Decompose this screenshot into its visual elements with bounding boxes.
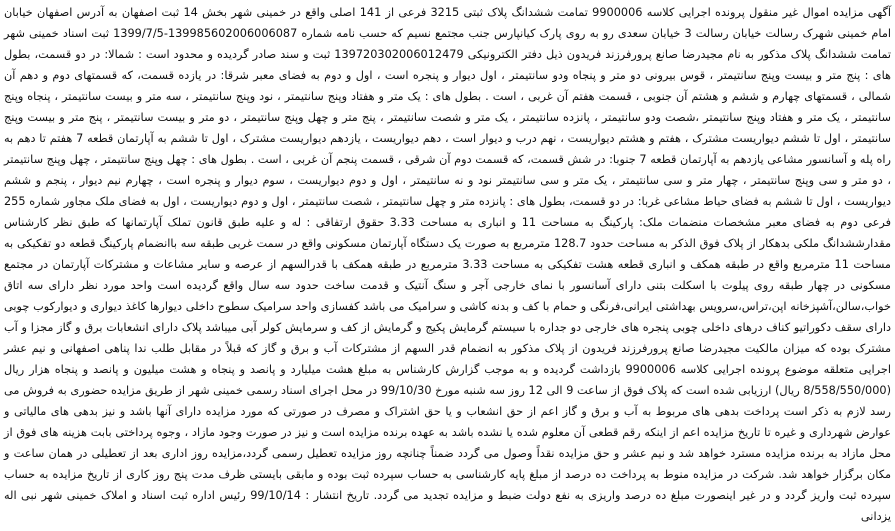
auction-notice-body: آگهی مزایده اموال غیر منقول پرونده اجرایی کلاسه 9900006 تمامت ششدانگ پلاک ثبتی 3215 فرعی از 141 اصلی واقع در خمینی شهر بخش 14 ثبت اصفهان به آدرس اصفهان خیابان امام خمینی شهرک رسالت خیابان رسالت 3 خیابان سعدی رو به روی پارک کیانپارس جنب مجتمع نسیم که حسب نامه شماره 139985602006006087-1399/7/5 ثبت اسناد خمینی شهر تمامت ششدانگ پلاک مذکور به نام مجیدرضا صانع پرورفرزند فریدون ذیل دفتر الکترونیکی 139720302006012479 ثبت و سند صادر گردیده و محدود است : شمالا: در دو قسمت، بطول های : پنج متر و بیست وپنج سانتیمتر ، قوس بیرونی دو متر و پنجاه ودو سانتیمتر ، اول دیوار و پنجره است ، اول و دوم به فضای معبر شرقا: در یازده قسمت، که قسمتهای دوم و دهم آن شمالی ، قسمتهای چهارم و ششم و هشتم آن جنوبی ، قسمت هفتم آن غربی ، است . بطول های : یک متر و هفتاد وپنج سانتیمتر ، نود وپنج سانتیمتر ، سه متر و بیست سانتیمتر ، پنجاه وپنج سانتیمتر ، یک متر و هفتاد وپنج سانتیمتر ،شصت ودو سانتیمتر ، پانزده سانتیمتر ، یک متر و شصت سانتیمتر ، پنج متر و چهل وپنج سانتیمتر ، دو متر و بیست سانتیمتر ، پنج متر و بیست وپنج سانتیمتر ، اول تا ششم دیواریست مشترک ، هفتم و هشتم دیواریست ، نهم درب و دیوار است ، دهم دیواریست ، یازدهم دیواریست مشترک ، اول تا ششم به آپارتمان قطعه 7 هفتم تا دهم به راه پله و آسانسور مشاعی یازدهم به آپارتمان قطعه 7 جنوبا: در شش قسمت، که قسمت دوم آن شرقی ، قسمت پنجم آن غربی ، است . بطول های : چهل وپنج سانتیمتر ، چهل وپنج سانتیمتر ، دو متر و سی وپنج سانتیمتر ، چهار متر و سی سانتیمتر ، یک متر و سی سانتیمتر نود و نه سانتیمتر ، اول و دوم دیواریست ، سوم دیوار و پنجره است ، چهارم نیم دیوار ، پنجم و ششم دیواریست ، اول تا ششم به فضای حیاط مشاعی غربا: در دو قسمت، بطول های : پانزده متر و چهل سانتیمتر ، شصت سانتیمتر ، اول و دوم دیواریست ، اول به فضای ملک مجاور شماره 255 فرعی دوم به فضای معبر مشخصات منضمات ملک: پارکینگ به مساحت 11 و انباری به مساحت 3.33 حقوق ارتفاقی : له و علیه طبق قانون تملک آپارتمانها که طبق نظر کارشناس مقدارششدانگ ملکی بدهکار از پلاک فوق الذکر به مساحت حدود 128.7 مترمربع به صورت یک دستگاه آپارتمان مسکونی واقع در سمت غربی طبقه سه باانضمام پارکینگ قطعه دو تفکیکی به مساحت 11 مترمربع واقع در طبقه همکف و انباری قطعه هشت تفکیکی به مساحت 3.33 مترمربع در طبقه همکف با قدرالسهم از عرصه و سایر مشاعات و مشترکات آپارتمان در مجتمع مسکونی در چهار طبقه روی پیلوت با اسکلت بتنی دارای آسانسور با نمای خارجی آجر و سنگ آنتیک و قدمت ساخت حدود سه سال واقع گردیده است واحد مورد نظر دارای سه اتاق خواب،سالن،آشپزخانه اپن،تراس،سرویس بهداشتی ایرانی،فرنگی و حمام با کف و بدنه کاشی و سرامیک می باشد کفسازی واحد سرامیک سطوح داخلی دیوارها کاغذ دیواری و دیوارکوب چوبی دارای سقف دکوراتیو کناف درهای داخلی چوبی پنجره های خارجی دو جداره با سیستم گرمایش پکیج و گرمایش از کف و سرمایش کولر آبی میباشد پلاک دارای انشعابات برق و گاز مجزا و آب مشترک بوده که میزان مالکیت مجیدرضا صانع پرورفرزند فریدون از پلاک مذکور به انضمام قدر السهم از مشترکات آب و برق و گاز که قبلاً در مقابل طلب ندا پناهی اصفهانی و نیم عشر اجرایی متعلقه موضوع پرونده اجرایی کلاسه 9900006 بازداشت گردیده و به موجب گزارش کارشناس به مبلغ هشت میلیارد و پانصد و پنجاه و هشت میلیون و پانصد و پنجاه هزار ریال (8/558/550/000 ریال) ارزیابی شده است که پلاک فوق از ساعت 9 الی 12 روز سه شنبه مورخ 99/10/30 در محل اجرای اسناد رسمی خمینی شهر از طریق مزایده حضوری به فروش می رسد لازم به ذکر است پرداخت بدهی های مربوط به آب و برق و گاز اعم از حق انشعاب و یا حق اشتراک و مصرف در صورتی که مورد مزایده دارای آنها باشد و نیز بدهی های مالیاتی و عوارض شهرداری و غیره تا تاریخ مزایده اعم از اینکه رقم قطعی آن معلوم شده یا نشده باشد به عهده برنده مزایده است و نیز در صورت وجود مازاد ، وجوه پرداختی بابت هزینه های فوق از محل مازاد به برنده مزایده مسترد خواهد شد و نیم عشر و حق مزایده نقداً وصول می گردد ضمناً چنانچه روز مزایده تعطیل رسمی گردد،مزایده روز اداری بعد از تعطیلی در همان ساعت و مکان برگزار خواهد شد. شرکت در مزایده منوط به پرداخت ده درصد از مبلغ پایه کارشناسی به حساب سپرده ثبت بوده و مابقی بایستی ظرف مدت پنج روز کاری از تاریخ مزایده به حساب سپرده ثبت واریز گردد و در غیر اینصورت مبلغ ده درصد واریزی به نفع دولت ضبط و مزایده تجدید می گردد. تاریخ انتشار : 99/10/14 رئیس اداره ثبت اسناد و املاک خمینی شهر نبی اله یزدانی	[4, 6, 892, 524]
